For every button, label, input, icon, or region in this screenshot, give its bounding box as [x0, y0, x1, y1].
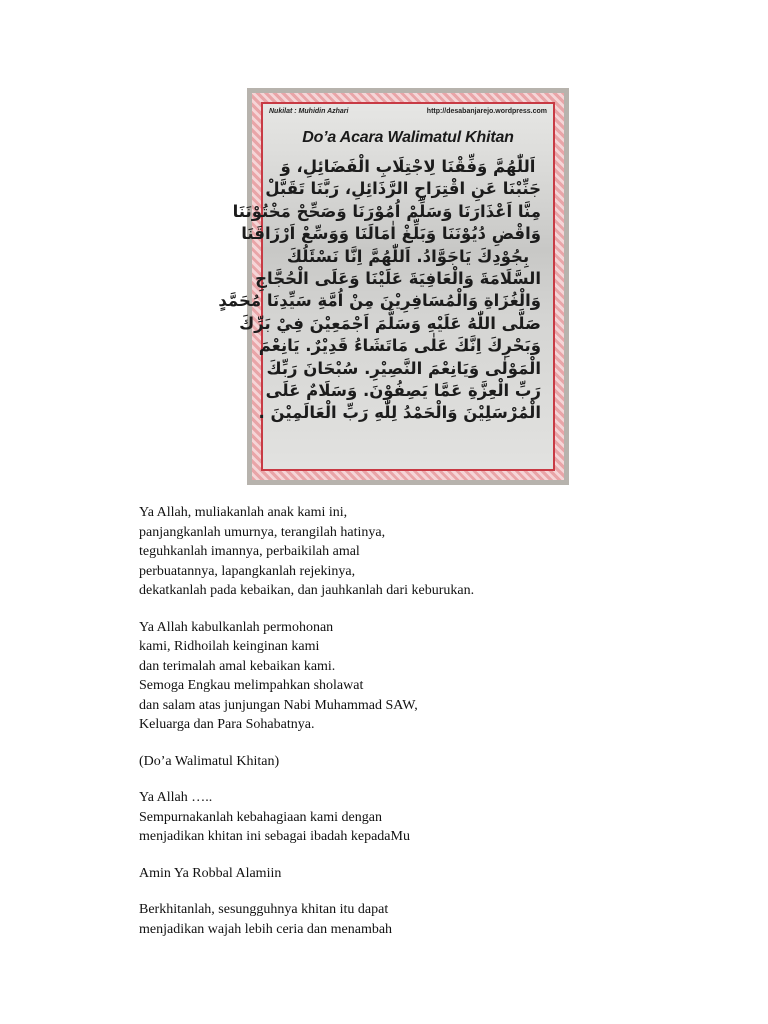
text-line: Berkhitanlah, sesungguhnya khitan itu dapat — [139, 902, 389, 917]
text-line: menjadikan khitan ini sebagai ibadah kepadaMu — [139, 829, 410, 844]
paragraph — [139, 503, 659, 601]
arabic-line: وَالْغُزَاةِ وَالْمُسَافِرِيْنَ مِنْ اُمَّةِ سَيِّدِنَا مُحَمَّدٍ — [218, 291, 541, 311]
arabic-line: الْمُرْسَلِيْنَ وَالْحَمْدُ لِلّٰهِ رَبِّ الْعَالَمِيْنَ . — [258, 403, 541, 423]
arabic-line: اَللّٰهُمَّ وَفِّقْنَا لِاجْتِلَابِ الْفَضَائِلِ، وَ — [280, 157, 536, 176]
text-line: dan salam atas junjungan Nabi Muhammad SAW, — [139, 697, 418, 713]
arabic-line: مِنَّا اَعْذَارَنَا وَسَلِّمْ اُمُوْرَنَا وَصَحِّحْ مَخْتُوْنَنَا — [232, 201, 541, 221]
scan-author: Nukilat : Muhidin Azhari — [269, 108, 349, 115]
text-line: panjangkanlah umurnya, terangilah hatinya, — [139, 524, 386, 540]
text-line: Ya Allah ….. — [139, 790, 213, 805]
paragraph — [139, 900, 659, 939]
paragraph — [139, 618, 659, 735]
text-line: Ya Allah kabulkanlah permohonan — [139, 619, 334, 635]
text-line: perbuatannya, lapangkanlah rejekinya, — [139, 563, 356, 579]
scan-title: Do’a Acara Walimatul Khitan — [302, 129, 514, 146]
arabic-line: وَاقْضِ دُيُوْنَنَا وَبَلِّغْ اٰمَالَنَا وَوَسِّعْ اَرْزَاقَنَا — [241, 224, 541, 244]
arabic-prayer-text — [218, 156, 541, 461]
arabic-line: بِجُوْدِكَ يَاجَوَّادُ. اَللّٰهُمَّ اِنَّا نَسْئَلُكَ — [286, 246, 530, 266]
decorative-border — [218, 93, 564, 480]
text-line: Sempurnakanlah kebahagiaan kami dengan — [139, 809, 382, 825]
paragraph — [139, 752, 659, 772]
paragraph — [139, 788, 659, 847]
text-line: dan terimalah amal kebaikan kami. — [139, 658, 336, 674]
text-line: dekatkanlah pada kebaikan, dan jauhkanlah dari keburukan. — [139, 583, 475, 598]
scanned-prayer-image — [218, 88, 569, 485]
text-line: (Do’a Walimatul Khitan) — [139, 753, 280, 769]
scan-header — [263, 104, 553, 115]
text-line: Ya Allah, muliakanlah anak kami ini, — [139, 505, 348, 520]
scan-url: http://desabanjarejo.wordpress.com — [426, 108, 547, 115]
scan-paper — [218, 102, 555, 471]
text-line: Keluarga dan Para Sohabatnya. — [139, 717, 315, 732]
text-line: Semoga Engkau melimpahkan sholawat — [139, 678, 364, 693]
arabic-line: الْمَوْلٰى وَيَانِعْمَ النَّصِيْرِ. سُبْحَانَ رَبِّكَ — [266, 358, 541, 378]
arabic-line: وَبَحْرِكَ اِنَّكَ عَلٰى مَاتَشَاءُ قَدِيْرٌ. يَانِعْمَ — [258, 336, 541, 356]
arabic-line: السَّلَامَةَ وَالْعَافِيَةَ عَلَيْنَا وَعَلَى الْحُجَّاجِ — [255, 269, 541, 289]
document-body — [139, 503, 659, 956]
text-line: kami, Ridhoilah keinginan kami — [139, 639, 320, 654]
text-line: Amin Ya Robbal Alamiin — [139, 865, 282, 881]
text-line: menjadikan wajah lebih ceria dan menambah — [139, 921, 393, 937]
text-line: teguhkanlah imannya, perbaikilah amal — [139, 544, 360, 559]
arabic-line: صَلَّى اللّٰهُ عَلَيْهِ وَسَلَّمَ اَجْمَعِيْنَ فِيْ بَرِّكَ — [239, 313, 541, 333]
arabic-line: جَنِّبْنَا عَنِ اقْتِرَاحِ الرَّذَائِلِ، رَبَّنَا تَقَبَّلْ — [265, 179, 541, 199]
paragraph — [139, 864, 659, 884]
arabic-line: رَبِّ الْعِزَّةِ عَمَّا يَصِفُوْنَ. وَسَلَامٌ عَلَى — [265, 381, 541, 401]
